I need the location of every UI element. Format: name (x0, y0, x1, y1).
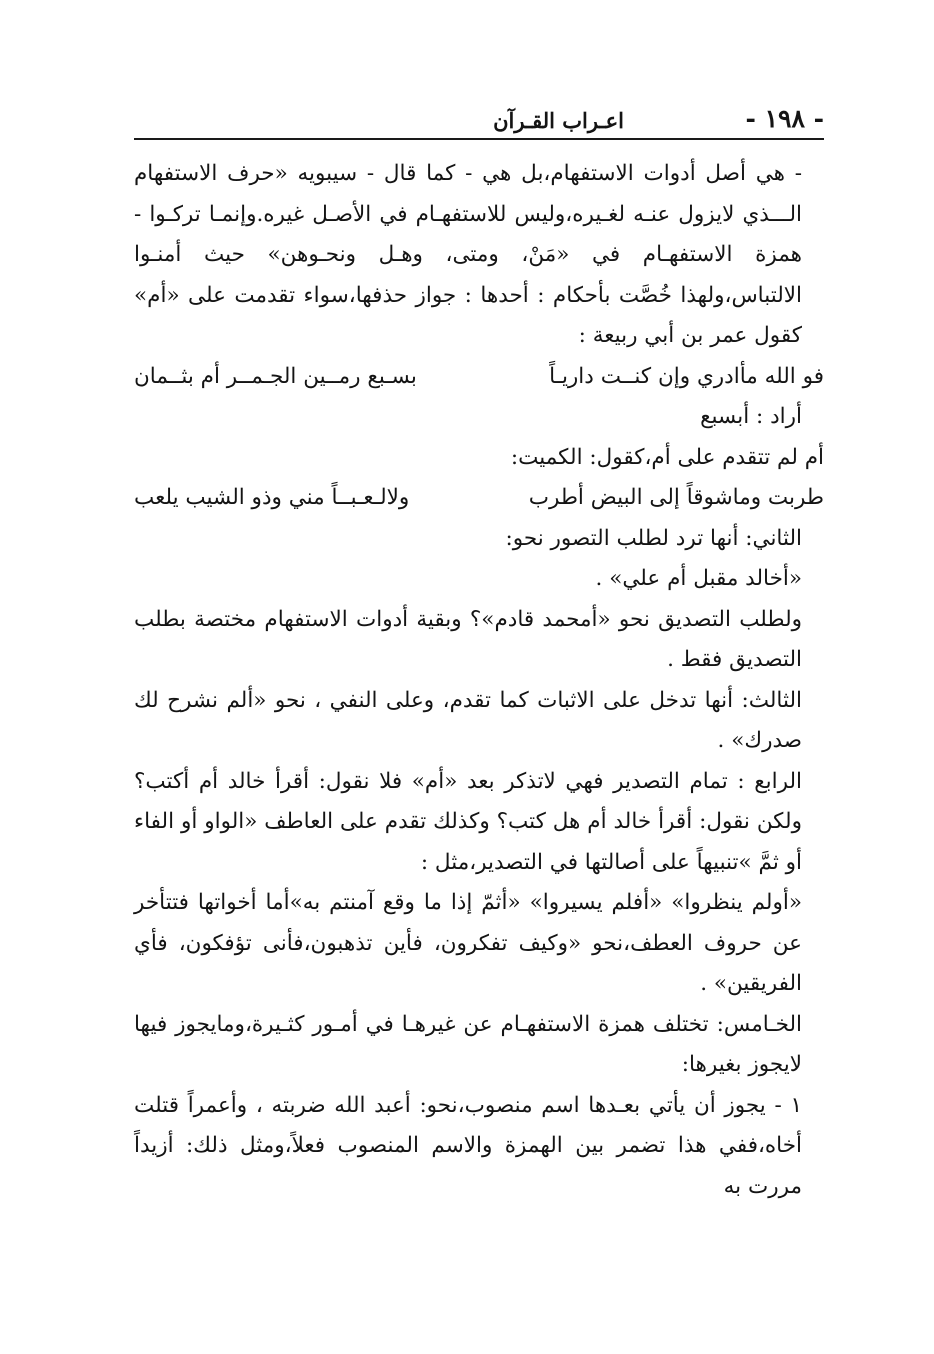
paragraph: - هي أصل أدوات الاستفهام،بل هي - كما قال - سيبويه «حرف الاستفهام الـــذي لايزول عنـه لغـيره،وليس للاستفهـام في الأصـل غيره.وإنمـا تركـوا - همزة الاستفهـام في «مَنْ، ومتى، وهـل ونحـوهن» حيث أمنـوا الالتباس،ولهذا خُصَّت بأحكام : أحدها : جواز حذفها،سواء تقدمت على «أم» كقول عمر بن أبي ربيعة : (134, 161, 802, 348)
verse-first-hemistich: طربت وماشوقاً إلى البيض أطرب (528, 485, 824, 510)
verse-second-hemistich: بسـبع رمــين الجـمــر أم بثــمان (134, 363, 417, 389)
paragraph: «أولم ينظروا» «أفلم يسيروا» «أثمّ إذا ما وقع آمنتم به»أما أخواتها فتتأخر عن حروف العطف،نحو «وكيف تفكرون، فأين تذهبون،فأنى تؤفكون، فأي الفريقين» . (134, 890, 802, 996)
verse-second-hemistich: ولالـعـبــاً مني وذو الشيب يلعب (134, 485, 410, 510)
paragraph: أم لم تتقدم على أم،كقول: الكميت: (510, 444, 824, 470)
poetry-verse (134, 357, 824, 398)
paragraph: ١ - يجوز أن يأتي بعـدها اسم منصوب،نحو: أعبد الله ضربته ، وأعمراً قتلت أخاه،ففي هذا تضمر بين الهمزة والاسم المنصوب فعلاً،ومثل ذلك: أزيداً مررت به (134, 1092, 802, 1199)
paragraph: الثاني: أنها ترد لطلب التصور نحو: (505, 525, 802, 551)
page-body (134, 140, 824, 1207)
paragraph: أراد : أبسبع (700, 404, 802, 429)
paragraph: الثالث: أنها تدخل على الاثبات كما تقدم، وعلى النفي ، نحو «ألم نشرح لك صدرك» . (134, 687, 802, 753)
verse-first-hemistich: فو الله مأادري وإن كنــت داريـاً (549, 363, 824, 389)
running-title: اعـراب القـرآن (493, 108, 624, 133)
page-header (134, 100, 824, 140)
book-page (134, 100, 824, 1207)
page-number: - ١٩٨ - (745, 104, 824, 133)
paragraph: الرابع : تمام التصدير فهي لاتذكر بعد «أم» فلا نقول: أقرأ خالد أم أكتب؟ ولكن نقول: أقرأ خالد أم هل كتب؟ وكذلك تقدم على العاطف «الواو أو الفاء أو ثمَّ »تنبيهاً على أصالتها في التصدير،مثل : (134, 768, 802, 875)
poetry-verse (134, 478, 824, 519)
paragraph: ولطلب التصديق نحو «أمحمد قادم»؟ وبقية أدوات الاستفهام مختصة بطلب التصديق فقط . (134, 606, 802, 672)
paragraph: «أخالد مقبل أم علي» . (595, 566, 802, 591)
paragraph: الخـامس: تختلف همزة الاستفهـام عن غيرهـا في أمـور كثـيرة،ومايجوز فيها لايجوز بغيرها: (134, 1011, 802, 1077)
